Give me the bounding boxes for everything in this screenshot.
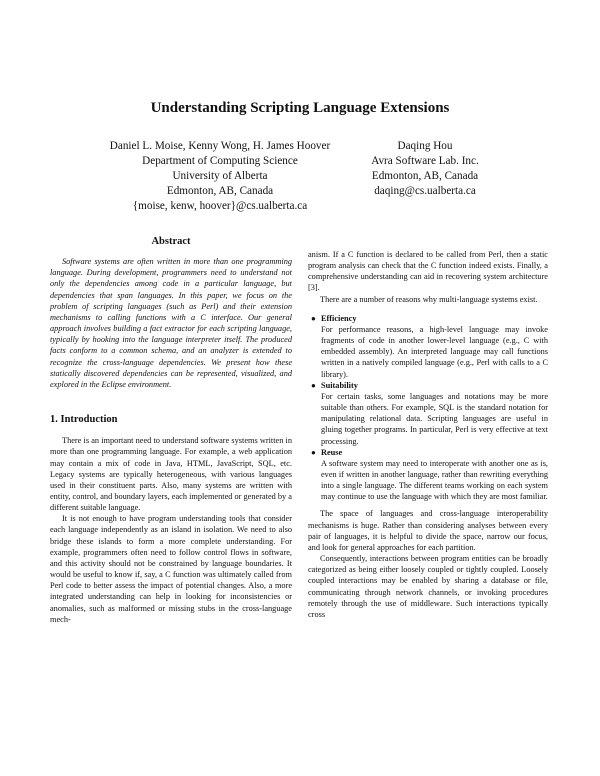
bullet-icon: ● bbox=[311, 313, 316, 323]
list-item-text: A software system may need to interoperate with another one as is, even if written in another language, rather than rewriting everything into a single language. The different teams working on each system may continue to use the language with which they are most familiar. bbox=[321, 458, 548, 502]
author-university: University of Alberta bbox=[172, 170, 268, 182]
body-paragraph: There are a number of reasons why multi-language systems exist. bbox=[320, 294, 538, 304]
paper-title: Understanding Scripting Language Extensions bbox=[150, 100, 450, 116]
abstract-text: Software systems are often written in more than one programming language. During development, programmers need to understand not only the dependencies among code in a particular language, but dependencies that span languages. In this paper, we focus on the problem of scripting languages (such as Perl) and their extension mechanisms to calling functions with a C interface. Our general approach involves building a fact extractor for each scripting language, typically by hooking into the language interpreter itself. The produced facts conform to a common schema, and an analyzer is extended to recognize the cross-language dependencies. We present how these statically discovered dependencies can be represented, visualized, and explored in the Eclipse environment. bbox=[50, 257, 292, 389]
list-item-title: Suitability bbox=[321, 380, 358, 390]
bullet-icon: ● bbox=[311, 447, 316, 457]
list-item bbox=[308, 313, 548, 380]
body-paragraph: Consequently, interactions between program entities can be broadly categorized as being either loosely coupled or tightly coupled. Loosely coupled interactions may be enabled by sharing a database or file, communicating through network channels, or invoking procedures remotely through the use of middleware. Such interactions typically cross bbox=[308, 554, 548, 619]
author-location: Edmonton, AB, Canada bbox=[166, 185, 274, 197]
list-item bbox=[308, 380, 548, 447]
author-department: Department of Computing Science bbox=[142, 155, 298, 167]
list-item-text: For performance reasons, a high-level language may invoke fragments of code in another lower-level language (e.g., C with embedded assembly). An interpreted language may call functions written in a natively compiled language (e.g., Perl with calls to a C library). bbox=[321, 324, 548, 379]
abstract-heading: Abstract bbox=[151, 236, 191, 247]
author-email: daqing@cs.ualberta.ca bbox=[374, 185, 476, 197]
list-item bbox=[308, 447, 548, 503]
right-column bbox=[308, 249, 548, 620]
bullet-icon: ● bbox=[311, 380, 316, 390]
list-item-title: Efficiency bbox=[321, 313, 357, 323]
author-affiliation: Avra Software Lab. Inc. bbox=[371, 155, 479, 167]
body-paragraph: anism. If a C function is declared to be called from Perl, then a static program analysis can check that the C function indeed exists. Finally, a comprehensive understanding can aid in recovering system architecture [3]. bbox=[308, 250, 548, 293]
left-column bbox=[50, 236, 292, 625]
list-item-text: For certain tasks, some languages and notations may be more suitable than others. For example, SQL is the standard notation for manipulating relational data. Scripting languages are useful in gluing together programs. In particular, Perl is very effective at text processing. bbox=[321, 391, 548, 446]
author-emails: {moise, kenw, hoover}@cs.ualberta.ca bbox=[132, 200, 308, 212]
author-name-hou: Daqing Hou bbox=[397, 140, 453, 152]
reasons-list bbox=[308, 313, 548, 503]
list-item-title: Reuse bbox=[321, 447, 343, 457]
author-names: Daniel L. Moise, Kenny Wong, H. James Hoover bbox=[109, 140, 331, 152]
author-block-right bbox=[355, 139, 495, 199]
author-block-left bbox=[95, 139, 345, 214]
section-heading-introduction: 1. Introduction bbox=[50, 414, 118, 426]
author-location: Edmonton, AB, Canada bbox=[371, 170, 479, 182]
body-paragraph: The space of languages and cross-language interoperability mechanisms is huge. Rather than considering analyses between every pair of languages, it is helpful to divide the space, narrow our focus, and look for general approaches for each partition. bbox=[308, 509, 548, 552]
intro-paragraph: There is an important need to understand software systems written in more than one programming language. For example, a web application may contain a mix of code in Java, HTML, JavaScript, SQL, etc. Legacy systems are typically heterogeneous, with various languages used in their constituent parts. Also, many systems are written with entity, control, and boundary layers, each implemented or generated by a different suitable language. bbox=[50, 436, 292, 513]
intro-paragraph: It is not enough to have program understanding tools that consider each language independently as an island in isolation. We need to also bridge these islands to form a more complete understanding. For example, programmers often need to follow control flows in software, and this activity should not be constrained by language boundaries. It would be useful to know if, say, a C function was ultimately called from Perl code to better assess the impact of potential changes. Also, a more integrated understanding can help in looking for inconsistencies or anomalies, such as malformed or missing stubs in the cross-language mech- bbox=[50, 514, 292, 624]
